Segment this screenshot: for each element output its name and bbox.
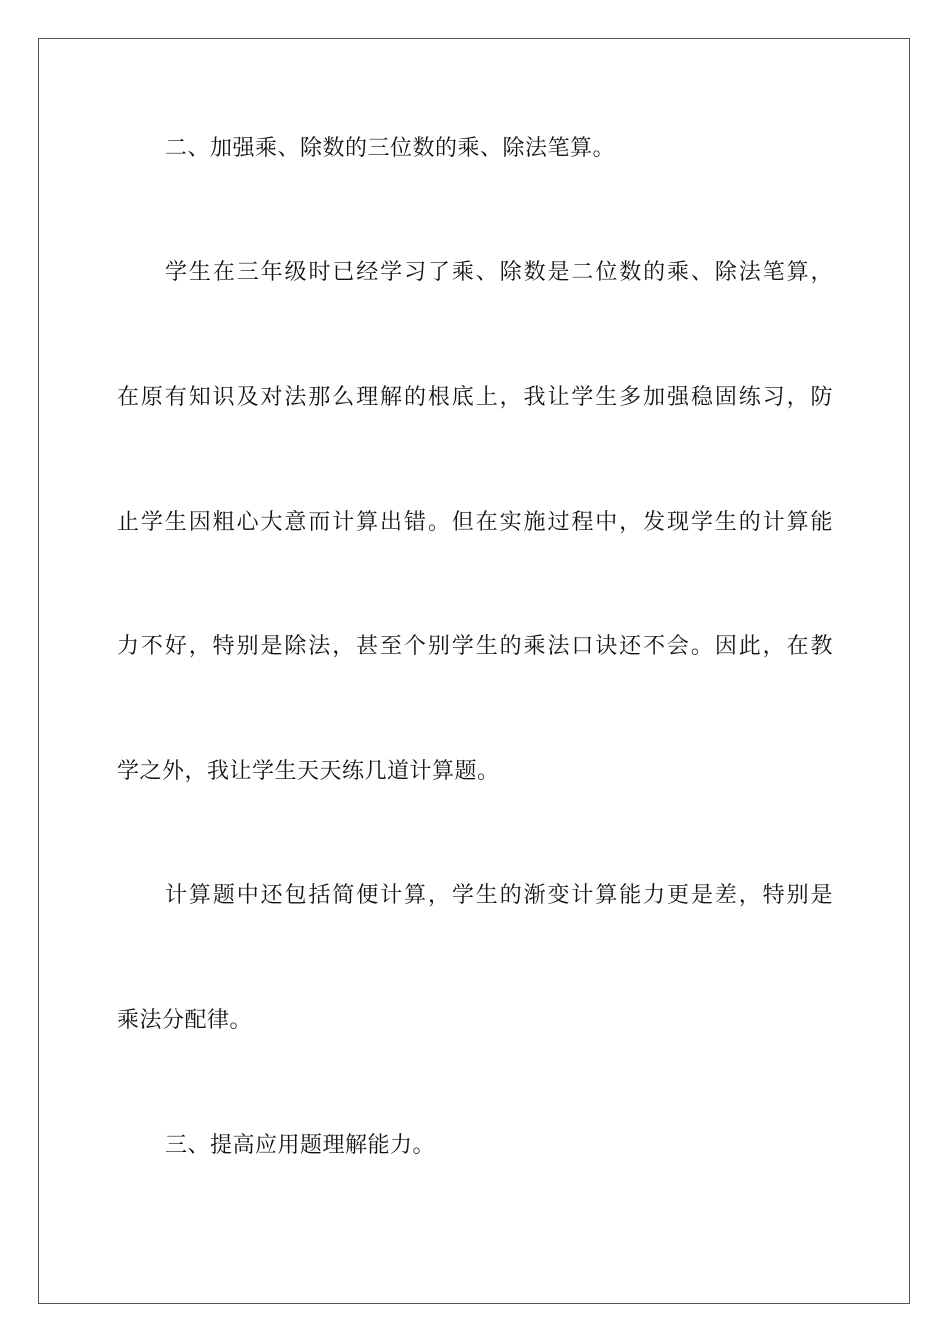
paragraph-line: 学之外，我让学生天天练几道计算题。 [117,759,500,784]
paragraph-line: 乘法分配律。 [117,1008,253,1033]
paragraph-line: 学生在三年级时已经学习了乘、除数是二位数的乘、除法笔算， [165,260,833,285]
paragraph-line: 止学生因粗心大意而计算出错。但在实施过程中，发现学生的计算能 [117,510,833,535]
paragraph-line: 在原有知识及对法那么理解的根底上，我让学生多加强稳固练习，防 [117,385,833,410]
section-heading-3: 三、提高应用题理解能力。 [165,1133,436,1158]
section-heading-2: 二、加强乘、除数的三位数的乘、除法笔算。 [165,136,616,161]
paragraph-line: 力不好，特别是除法，甚至个别学生的乘法口诀还不会。因此，在教 [117,634,833,659]
page-border [38,38,910,1304]
paragraph-line: 计算题中还包括简便计算，学生的渐变计算能力更是差，特别是 [165,883,833,908]
